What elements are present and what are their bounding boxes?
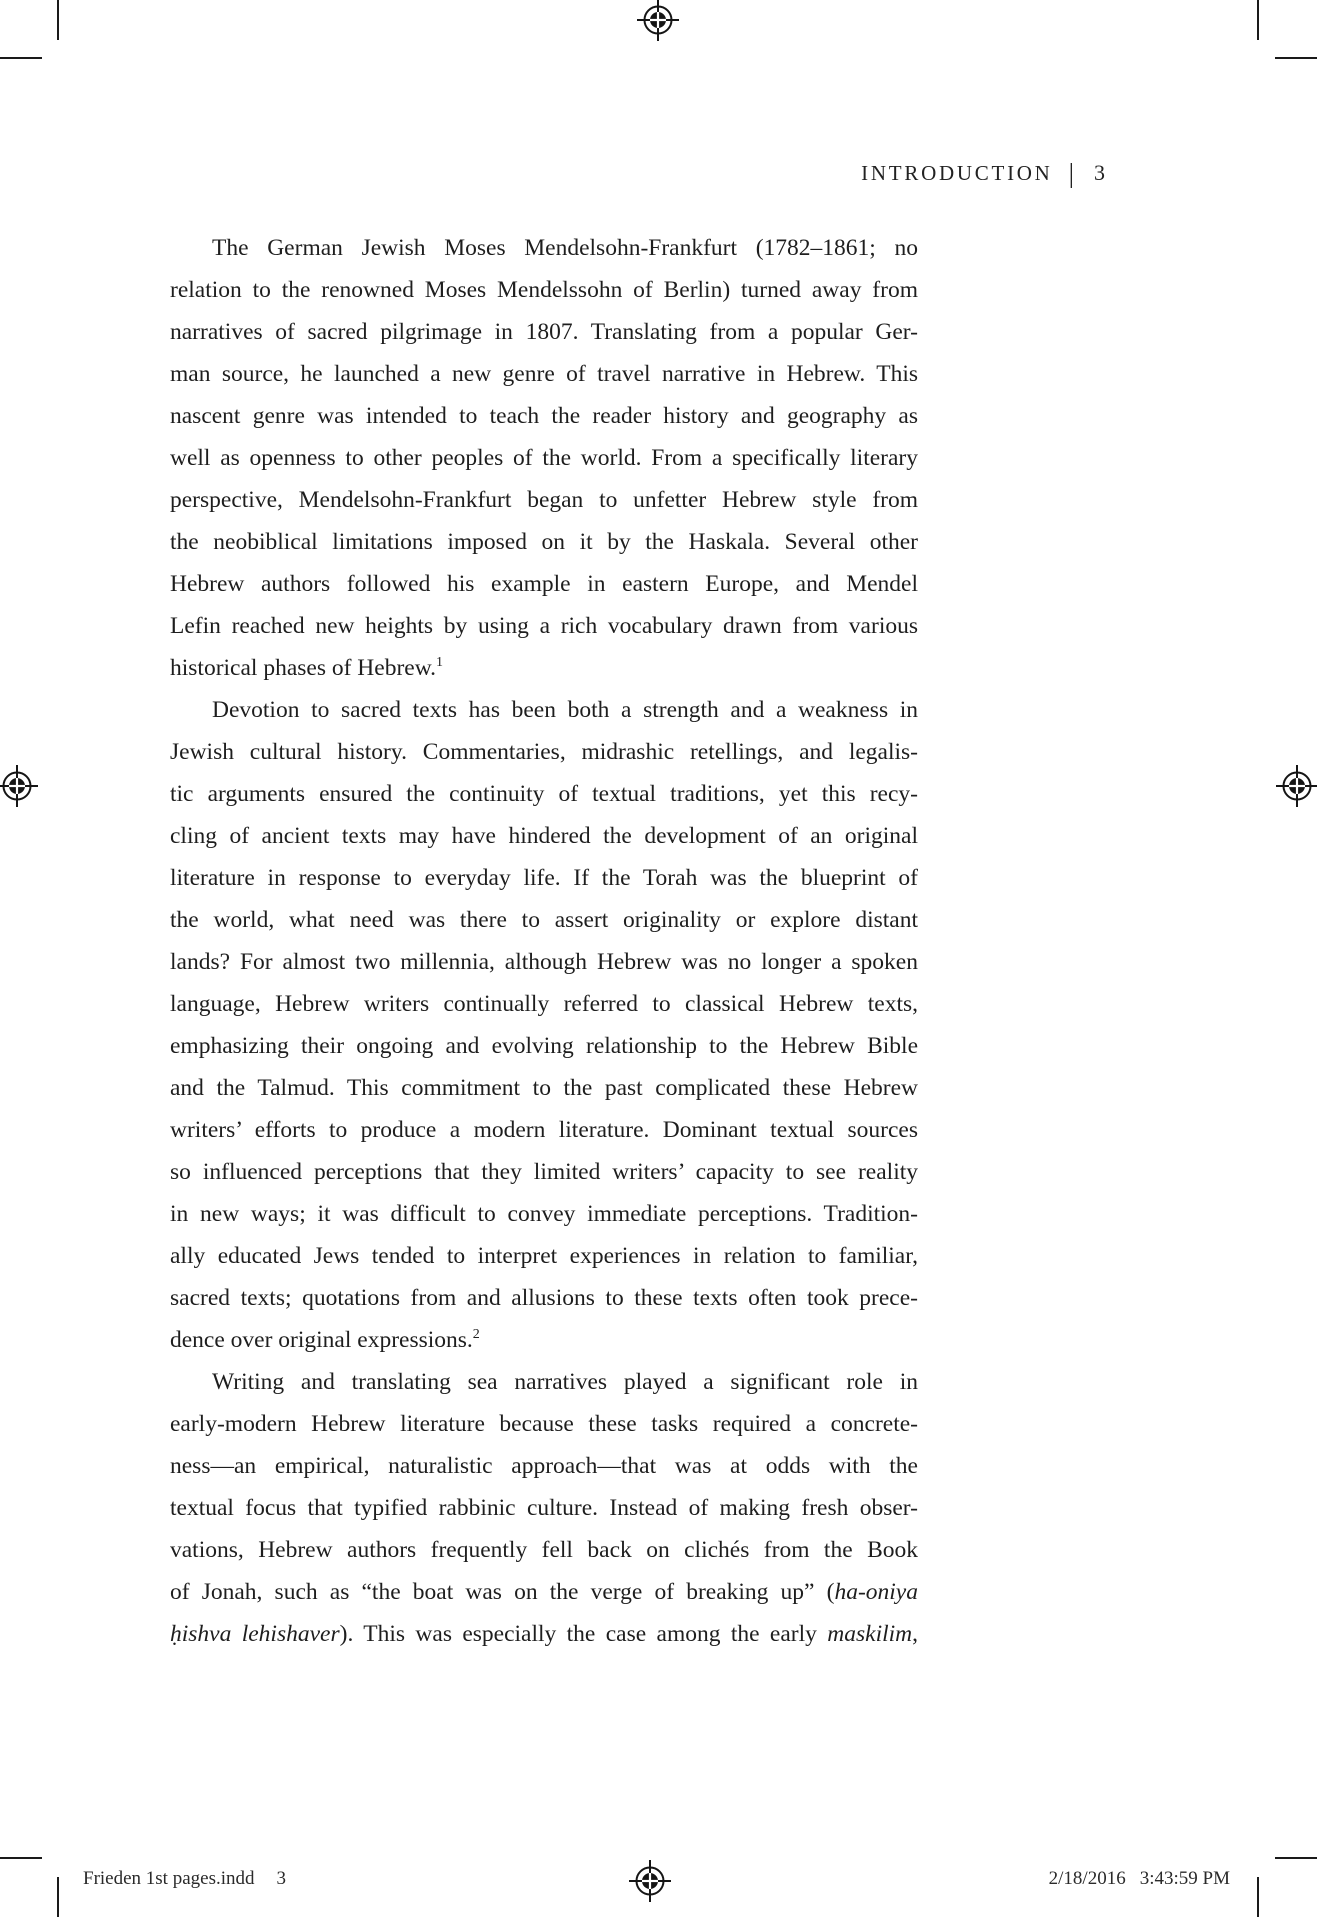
- running-header: [861, 156, 1105, 187]
- text-line: well as openness to other peoples of the world. From a specifically literary: [170, 445, 918, 471]
- text-line: narratives of sacred pilgrimage in 1807. Translating from a popular Ger-: [170, 319, 918, 345]
- running-head-title: INTRODUCTION: [861, 161, 1053, 185]
- text-line: literature in response to everyday life. If the Torah was the blueprint of: [170, 865, 918, 891]
- body-text: [170, 227, 918, 1655]
- registration-mark-icon: [628, 1859, 672, 1903]
- header-separator: |: [1068, 158, 1074, 188]
- footer-sheet-number: 3: [276, 1868, 287, 1889]
- text-line: historical phases of Hebrew.$^1$: [170, 655, 444, 681]
- text-line: tic arguments ensured the continuity of textual traditions, yet this recy-: [170, 781, 918, 807]
- text-line: dence over original expressions.$^2$: [170, 1327, 480, 1353]
- crop-mark: [57, 0, 59, 40]
- text-line: relation to the renowned Moses Mendelssohn of Berlin) turned away from: [170, 277, 918, 303]
- text-line: ness—an empirical, naturalistic approach—that was at odds with the: [170, 1453, 918, 1479]
- text-line: Devotion to sacred texts has been both a strength and a weakness in: [212, 697, 918, 723]
- text-line: the world, what need was there to assert originality or explore distant: [170, 907, 918, 933]
- text-line: sacred texts; quotations from and allusions to these texts often took prece-: [170, 1285, 918, 1311]
- text-line: vations, Hebrew authors frequently fell back on clichés from the Book: [170, 1537, 918, 1563]
- text-line: and the Talmud. This commitment to the past complicated these Hebrew: [170, 1075, 918, 1101]
- text-line: ally educated Jews tended to interpret experiences in relation to familiar,: [170, 1243, 918, 1269]
- crop-mark: [1275, 1857, 1317, 1859]
- text-line: cling of ancient texts may have hindered the development of an original: [170, 823, 918, 849]
- crop-mark: [0, 1857, 42, 1859]
- crop-mark: [57, 1877, 59, 1917]
- text-line: man source, he launched a new genre of travel narrative in Hebrew. This: [170, 361, 918, 387]
- text-line: early-modern Hebrew literature because these tasks required a concrete-: [170, 1411, 918, 1437]
- text-line: Hebrew authors followed his example in eastern Europe, and Mendel: [170, 571, 918, 597]
- text-line: the neobiblical limitations imposed on it by the Haskala. Several other: [170, 529, 918, 555]
- text-line: Jewish cultural history. Commentaries, midrashic retellings, and legalis-: [170, 739, 918, 765]
- text-line: language, Hebrew writers continually referred to classical Hebrew texts,: [170, 991, 918, 1017]
- crop-mark: [1275, 57, 1317, 59]
- text-line: in new ways; it was difficult to convey immediate perceptions. Tradition-: [170, 1201, 918, 1227]
- crop-mark: [1257, 1877, 1259, 1917]
- crop-mark: [0, 57, 42, 59]
- registration-mark-icon: [636, 0, 680, 42]
- crop-mark: [1257, 0, 1259, 40]
- footer-filename: [83, 1868, 286, 1890]
- footer-time: 3:43:59 PM: [1139, 1868, 1230, 1889]
- text-line: so influenced perceptions that they limited writers’ capacity to see reality: [170, 1159, 918, 1185]
- text-line: perspective, Mendelsohn-Frankfurt began to unfetter Hebrew style from: [170, 487, 918, 513]
- text-line: The German Jewish Moses Mendelsohn-Frankfurt (1782–1861; no: [212, 235, 918, 261]
- footer-document-name: Frieden 1st pages.indd: [83, 1868, 255, 1889]
- text-line: of Jonah, such as “the boat was on the verge of breaking up” (ha-oniya: [170, 1579, 918, 1605]
- registration-mark-icon: [1275, 764, 1317, 808]
- page-number: 3: [1094, 160, 1105, 185]
- text-line: lands? For almost two millennia, although Hebrew was no longer a spoken: [170, 949, 918, 975]
- paragraph: [170, 1361, 918, 1655]
- footer-date: 2/18/2016: [1048, 1868, 1126, 1889]
- registration-mark-icon: [0, 764, 39, 808]
- paragraph: [170, 227, 918, 689]
- footer-timestamp: [1049, 1868, 1230, 1890]
- text-line: textual focus that typified rabbinic culture. Instead of making fresh obser-: [170, 1495, 918, 1521]
- text-line: Writing and translating sea narratives played a significant role in: [212, 1369, 918, 1395]
- text-line: nascent genre was intended to teach the reader history and geography as: [170, 403, 918, 429]
- text-line: ḥishva lehishaver). This was especially the case among the early maskilim,: [170, 1621, 918, 1647]
- text-line: Lefin reached new heights by using a rich vocabulary drawn from various: [170, 613, 918, 639]
- text-line: emphasizing their ongoing and evolving relationship to the Hebrew Bible: [170, 1033, 918, 1059]
- text-line: writers’ efforts to produce a modern literature. Dominant textual sources: [170, 1117, 918, 1143]
- paragraph: [170, 689, 918, 1361]
